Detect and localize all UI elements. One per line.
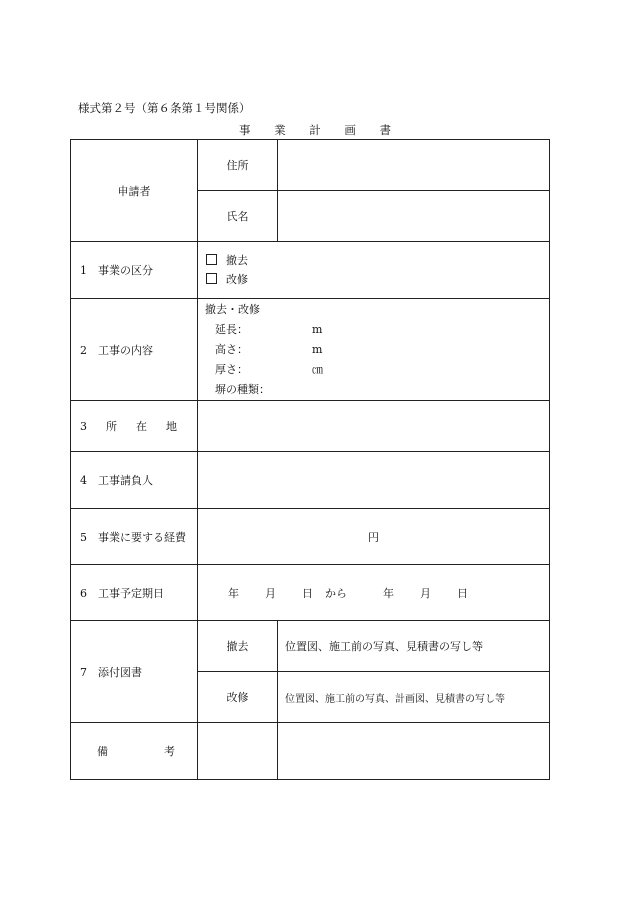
attachments-repair-label: 改修 — [198, 672, 278, 723]
cost-field[interactable] — [198, 509, 550, 565]
work-content-details — [198, 299, 550, 401]
work-height-row — [198, 340, 549, 360]
fence-type-label: 塀の種類： — [215, 382, 270, 396]
schedule-label: 6 工事予定期日 — [71, 565, 198, 621]
schedule-row — [71, 565, 550, 621]
location-row — [71, 401, 550, 452]
thickness-label: 厚さ： — [215, 362, 248, 376]
form-title: 事 業 計 画 書 — [238, 123, 402, 137]
cost-label: 5 事業に要する経費 — [71, 509, 198, 565]
height-label: 高さ： — [215, 342, 248, 356]
schedule-month-2: 月 — [420, 586, 431, 600]
remarks-label — [71, 723, 198, 780]
contractor-row — [71, 452, 550, 509]
business-plan-table — [70, 139, 550, 780]
option-removal[interactable] — [198, 251, 549, 270]
cost-unit: 円 — [368, 530, 379, 544]
work-content-row — [71, 299, 550, 401]
schedule-day-1: 日 — [302, 586, 313, 600]
remarks-char-2: 考 — [164, 745, 175, 758]
attachments-repair-docs: 位置図、施工前の写真、計画図、見積書の写し等 — [278, 672, 550, 723]
checkbox-icon[interactable] — [206, 273, 217, 284]
option-repair[interactable] — [198, 270, 549, 289]
form-number: 様式第２号（第６条第１号関係） — [78, 101, 251, 115]
schedule-day-2: 日 — [457, 586, 468, 600]
remarks-field[interactable] — [278, 723, 550, 780]
cost-row — [71, 509, 550, 565]
address-label: 住所 — [198, 140, 278, 191]
contractor-field[interactable] — [198, 452, 550, 509]
work-thickness-row — [198, 360, 549, 380]
contractor-label: 4 工事請負人 — [71, 452, 198, 509]
remarks-middle-cell — [198, 723, 278, 780]
business-type-options — [198, 242, 550, 299]
attachments-removal-label: 撤去 — [198, 621, 278, 672]
work-fence-type-row — [198, 380, 549, 400]
applicant-address-row — [71, 140, 550, 191]
work-content-label: 2 工事の内容 — [71, 299, 198, 401]
attachments-removal-docs: 位置図、施工前の写真、見積書の写し等 — [278, 621, 550, 672]
business-type-row — [71, 242, 550, 299]
name-label: 氏名 — [198, 191, 278, 242]
work-length-row — [198, 320, 549, 340]
schedule-field[interactable] — [198, 565, 550, 621]
option-repair-label: 改修 — [226, 273, 248, 286]
location-field[interactable] — [198, 401, 550, 452]
address-field[interactable] — [278, 140, 550, 191]
work-content-heading: 撤去・改修 — [205, 302, 260, 316]
schedule-year-2: 年 — [383, 586, 394, 600]
attachments-removal-row — [71, 621, 550, 672]
thickness-unit: ㎝ — [312, 362, 323, 376]
schedule-from: から — [325, 586, 347, 600]
location-label — [71, 401, 198, 452]
location-char-1: 所 — [106, 420, 117, 433]
location-char-3: 地 — [166, 420, 177, 433]
schedule-year-1: 年 — [228, 586, 239, 600]
applicant-label: 申請者 — [71, 140, 198, 242]
name-field[interactable] — [278, 191, 550, 242]
location-num: 3 — [80, 420, 87, 433]
checkbox-icon[interactable] — [206, 254, 217, 265]
schedule-month-1: 月 — [265, 586, 276, 600]
remarks-char-1: 備 — [97, 745, 108, 758]
location-char-2: 在 — [136, 420, 147, 433]
length-label: 延長： — [215, 322, 248, 336]
height-unit: m — [312, 342, 323, 356]
business-type-label: 1 事業の区分 — [71, 242, 198, 299]
option-removal-label: 撤去 — [226, 254, 248, 267]
attachments-label: 7 添付図書 — [71, 621, 198, 723]
length-unit: m — [312, 322, 323, 336]
remarks-row — [71, 723, 550, 780]
